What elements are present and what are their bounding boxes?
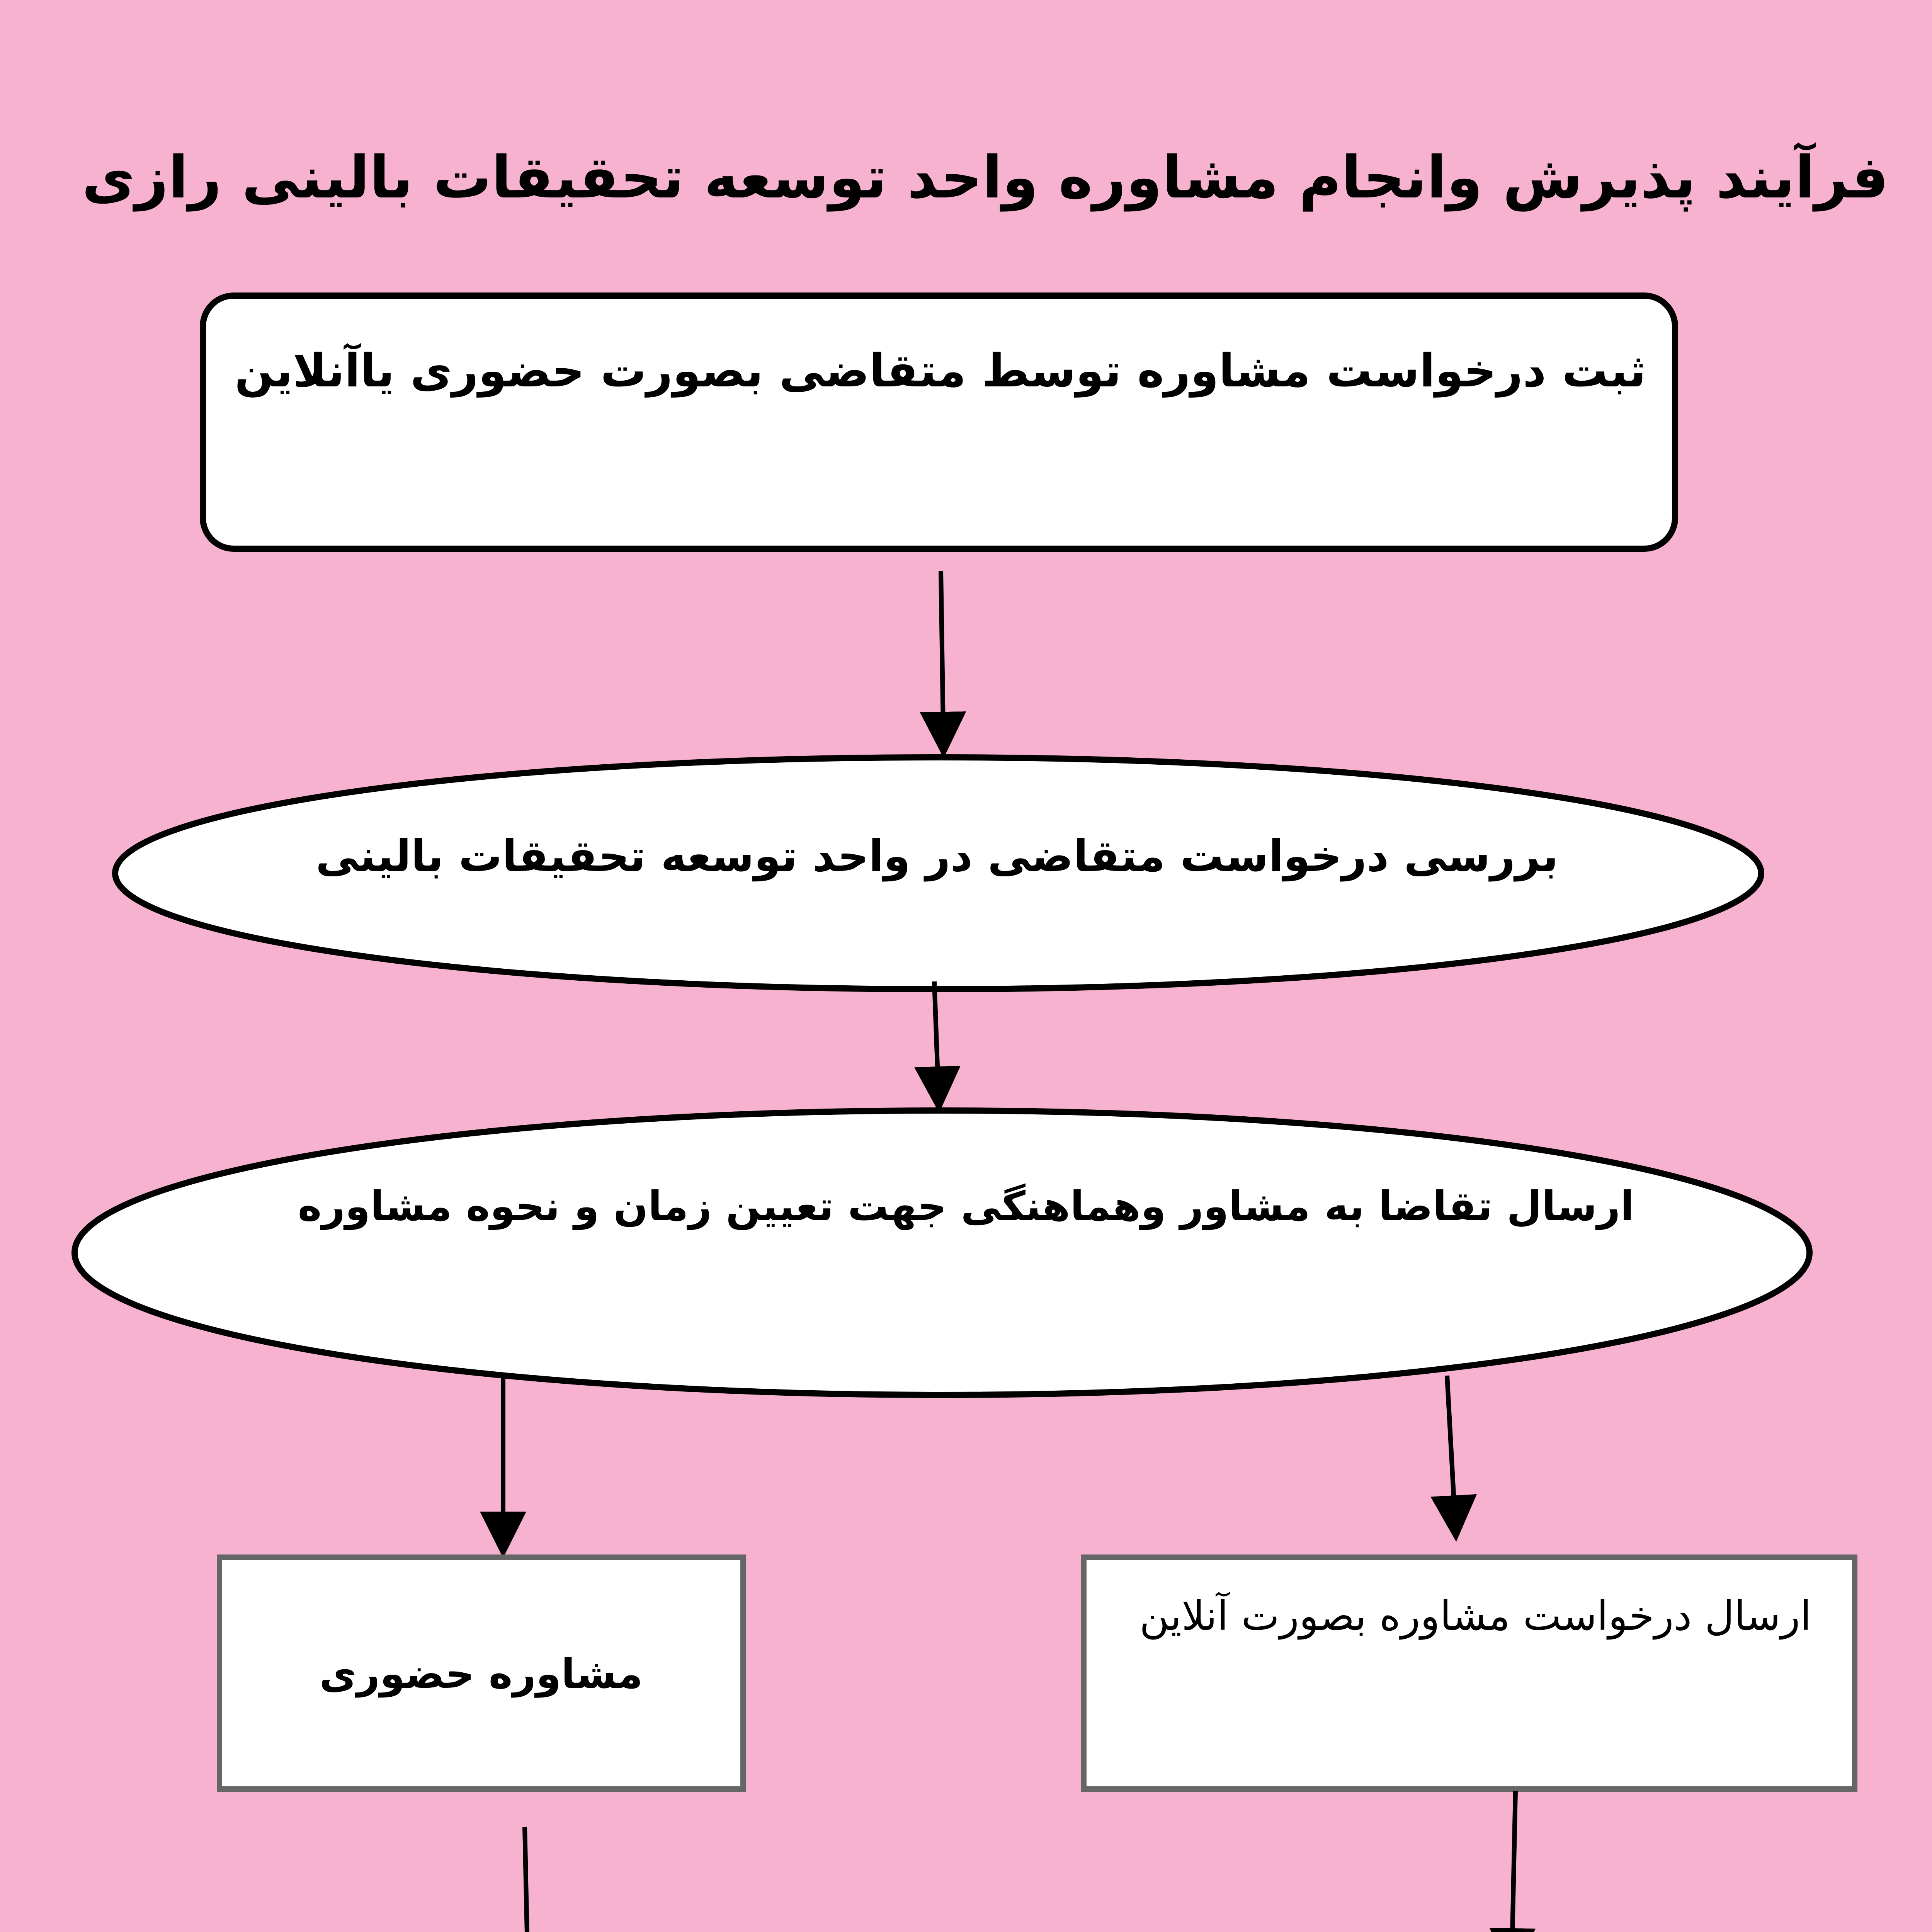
review-request-label: بررسی درخواست متقاضی در واحد توسعه تحقیقات بالینی	[315, 831, 1558, 881]
page-title: فرآیند پذیرش وانجام مشاوره واحد توسعه تحقیقات بالینی رازی	[82, 144, 1889, 211]
register-request-node	[203, 296, 1675, 549]
send-to-consultant-label: ارسال تقاضا به مشاور وهماهنگی جهت تعیین زمان و نحوه مشاوره	[298, 1183, 1634, 1230]
register-request-label: ثبت درخواست مشاوره توسط متقاضی بصورت حضوری یاآنلاین	[235, 344, 1646, 397]
send-to-consultant-node	[75, 1111, 1810, 1395]
online-request-node	[1084, 1557, 1855, 1789]
online-request-label: ارسال درخواست مشاوره بصورت آنلاین	[1139, 1592, 1811, 1639]
in-person-label: مشاوره حضوری	[319, 1650, 643, 1697]
arrow-register-to-review	[941, 571, 944, 753]
